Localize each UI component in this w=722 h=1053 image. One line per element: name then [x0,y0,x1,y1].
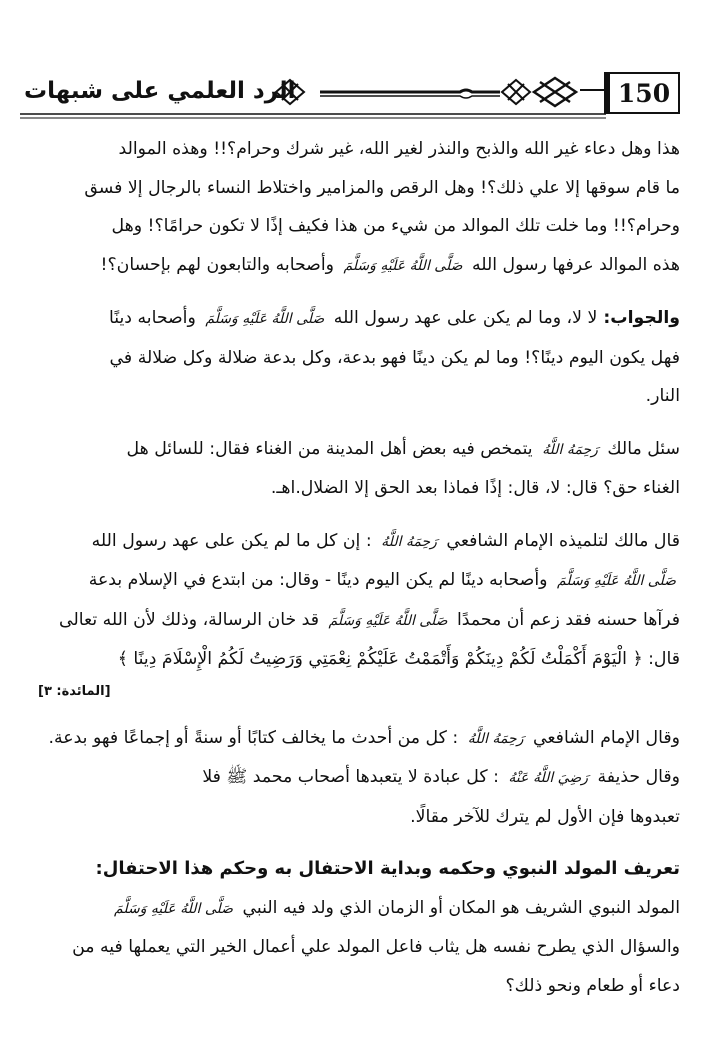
page-content [38,130,680,1019]
text-line: تعبدوها فإن الأول لم يترك للآخر مقالًا. [410,806,680,827]
page-number: 150 [604,72,680,114]
text-line: سئل مالك رَحِمَهُ اللَّهُ يتمخص فيه بعض أهل المدينة من الغناء فقال: للسائل هل [126,438,680,459]
paragraph [38,299,680,416]
paragraph [38,130,680,285]
text-line: والجواب: لا لا، وما لم يكن على عهد رسول الله صَلَّى اللَّهُ عَلَيْهِ وَسَلَّمَ وأصحابه دينًا [109,308,680,328]
honorific: صَلَّى اللَّهُ عَلَيْهِ وَسَلَّمَ [343,257,463,274]
text-line: قال: ﴿ الْيَوْمَ أَكْمَلْتُ لَكُمْ دِينَكُمْ وَأَتْمَمْتُ عَلَيْكُمْ نِعْمَتِي وَرَضِيتُ لَكُمُ الْإِسْلَامَ دِينًا ﴾ [117,649,680,669]
paragraph [38,719,680,837]
text-line: قال مالك لتلميذه الإمام الشافعي رَحِمَهُ اللَّهُ : إن كل ما لم يكن على عهد رسول الله [91,530,680,551]
honorific: رَحِمَهُ اللَّهُ [381,533,437,550]
honorific: صَلَّى اللَّهُ عَلَيْهِ وَسَلَّمَ [328,612,448,629]
text-line: وقال حذيفة رَضِيَ اللَّهُ عَنْهُ : كل عبادة لا يتعبدها أصحاب محمد ﷺ فلا [202,767,680,787]
text-line: النار. [645,386,680,406]
text-line: ما قام سوقها إلا علي ذلك؟! وهل الرقص والمزامير واختلاط النساء بالرجال إلا فسق [84,177,680,198]
section-heading: تعريف المولد النبوي وحكمه وبداية الاحتفال به وحكم هذا الاحتفال: [95,858,680,879]
text-line: فهل يكون اليوم دينًا؟! وما لم يكن دينًا فهو بدعة، وكل بدعة ضلالة وكل ضلالة في [109,347,680,368]
text-line: هذا وهل دعاء غير الله والذبح والنذر لغير الله، غير شرك وحرام؟!! وهذه الموالد [118,139,680,159]
paragraph [38,522,680,705]
text-line: دعاء أو طعام ونحو ذلك؟ [505,975,680,996]
honorific: رَضِيَ اللَّهُ عَنْهُ [508,770,589,786]
text-line: وقال الإمام الشافعي رَحِمَهُ اللَّهُ : كل من أحدث ما يخالف كتابًا أو سنةً أو إجماعًا فهو بدعة. [48,727,680,748]
answer-label: والجواب: [597,308,680,328]
honorific: رَحِمَهُ اللَّهُ [467,730,524,747]
honorific: رَحِمَهُ اللَّهُ [542,441,598,458]
page-header [20,62,680,122]
text-line: هذه الموالد عرفها رسول الله صَلَّى اللَّهُ عَلَيْهِ وَسَلَّمَ وأصحابه والتابعون لهم بإحسان؟! [100,254,680,275]
paragraph [38,430,680,508]
text-line: صَلَّى اللَّهُ عَلَيْهِ وَسَلَّمَ وأصحابه دينًا لم يكن اليوم دينًا - وقال: من ابتدع في الإسلام بدعة [38,561,680,601]
honorific: صَلَّى اللَّهُ عَلَيْهِ وَسَلَّمَ [557,573,676,589]
text-line: المولد النبوي الشريف هو المكان أو الزمان الذي ولد فيه النبي صَلَّى اللَّهُ عَلَيْهِ وَسَلَّمَ [38,889,680,929]
text-line: والسؤال الذي يطرح نفسه هل يثاب فاعل المولد علي أعمال الخير التي يعملها فيه من [72,937,680,957]
paragraph [38,850,680,1005]
text-line: فرآها حسنه فقد زعم أن محمدًا صَلَّى اللَّهُ عَلَيْهِ وَسَلَّمَ قد خان الرسالة، وذلك لأن الله تعالى [59,609,680,630]
quran-reference: [المائدة: ٣] [38,683,111,699]
book-title: الرد العلمي على شبهات [24,78,296,104]
honorific: صَلَّى اللَّهُ عَلَيْهِ وَسَلَّمَ [205,311,325,327]
text-line: الغناء حق؟ قال: لا، قال: إذًا فماذا بعد الحق إلا الضلال.اهـ. [270,478,680,498]
honorific: صَلَّى اللَّهُ عَلَيْهِ وَسَلَّمَ [114,900,234,917]
text-line: وحرام؟!! وما خلت تلك الموالد من شيء من هذا فكيف إذًا لا تكون حرامًا؟! وهل [111,216,680,236]
